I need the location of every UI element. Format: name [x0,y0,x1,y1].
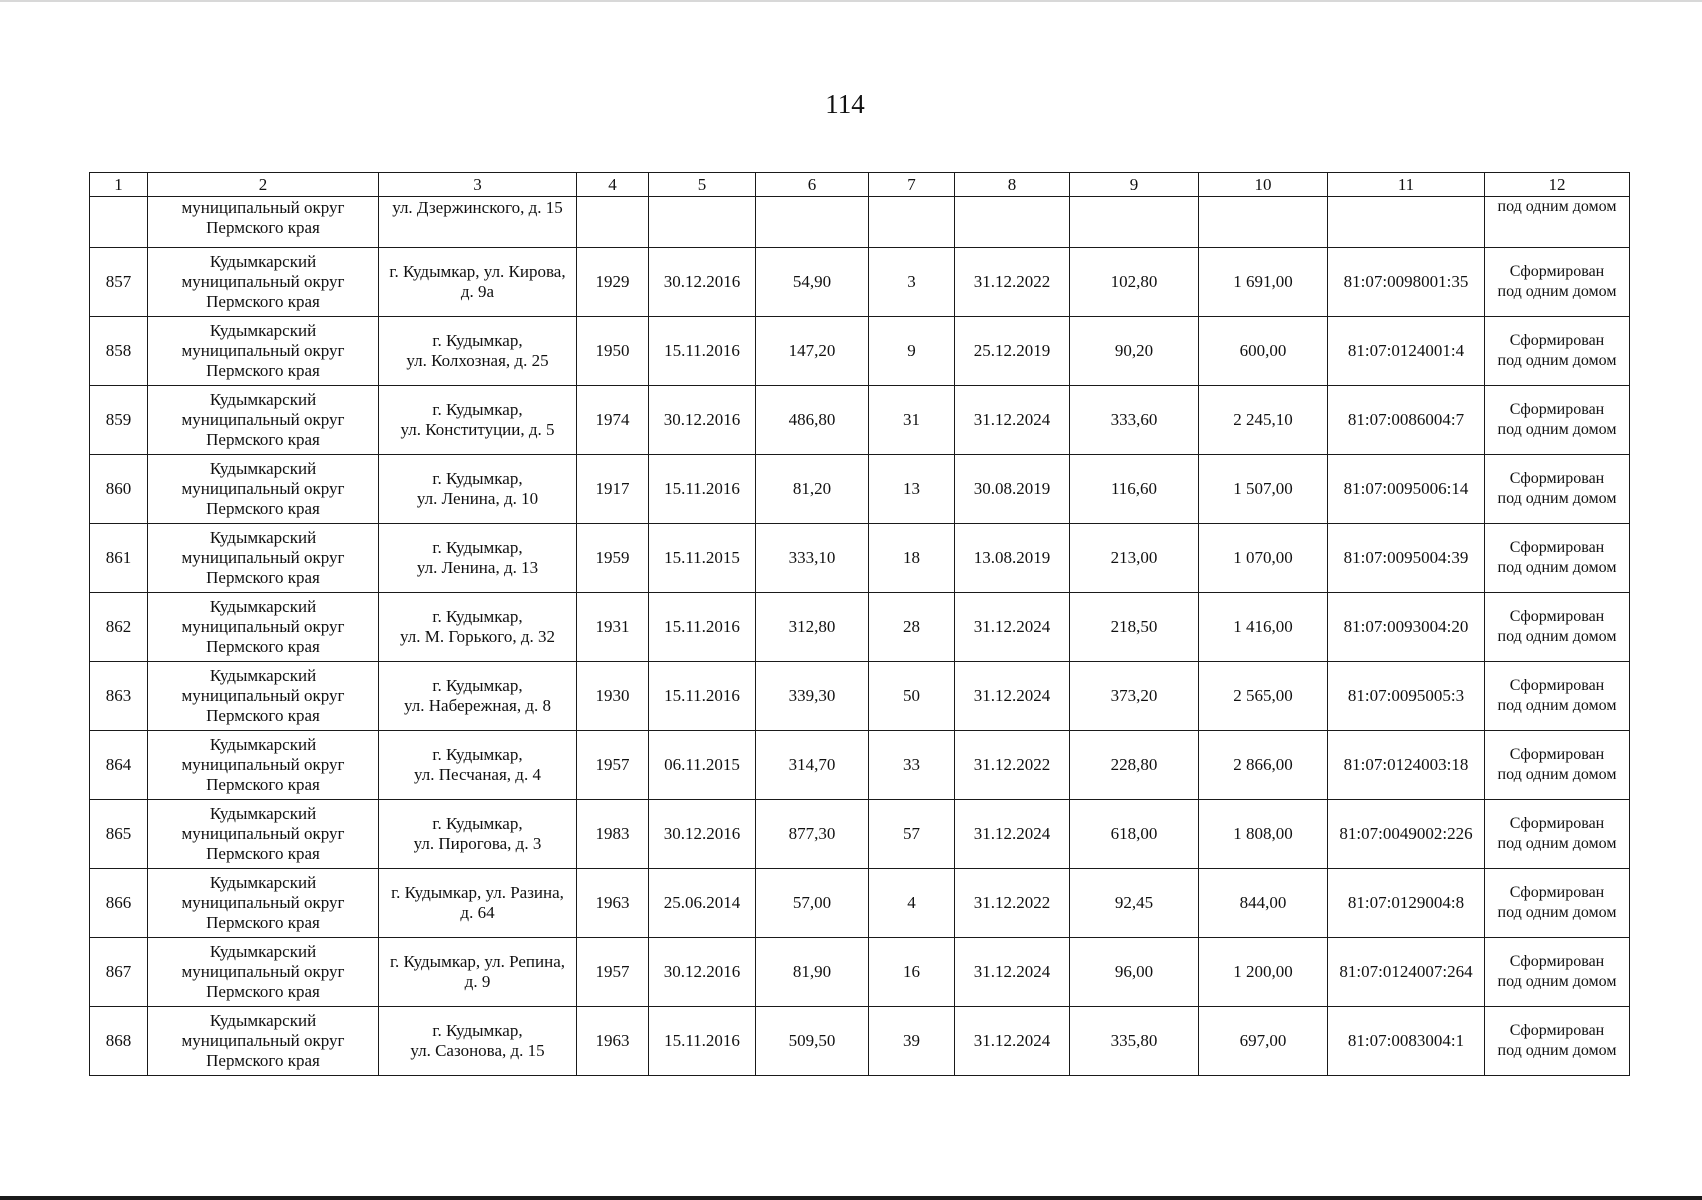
cell-cadastral: 81:07:0124007:264 [1328,938,1485,1007]
cell-status [1485,938,1630,1007]
table-row [90,869,1630,938]
cell-date1: 30.12.2016 [649,386,756,455]
cell-year: 1950 [577,317,649,386]
cell-num: 865 [90,800,148,869]
cell-owner [148,386,379,455]
cell-date2: 13.08.2019 [955,524,1070,593]
status-line: под одним домом [1497,352,1617,369]
cell-area2: 218,50 [1070,593,1199,662]
cell-empty [955,197,1070,248]
cell-cadastral: 81:07:0086004:7 [1328,386,1485,455]
cell-owner [148,524,379,593]
cell-address [379,593,577,662]
cell-count: 28 [869,593,955,662]
address-line: д. 64 [460,903,495,922]
table-row [90,938,1630,1007]
cell-area1: 486,80 [756,386,869,455]
cell-area1: 339,30 [756,662,869,731]
owner-line: Пермского края [206,361,320,380]
cell-year: 1931 [577,593,649,662]
cell-num: 864 [90,731,148,800]
cell-status [1485,248,1630,317]
continuation-row [90,197,1630,248]
cell-year: 1957 [577,938,649,1007]
owner-line: муниципальный округ [181,893,345,912]
cell-area3: 1 507,00 [1199,455,1328,524]
cell-address [379,869,577,938]
table-row [90,386,1630,455]
cell-num [90,197,148,248]
address-line: г. Кудымкар, ул. Кирова, [389,262,566,281]
cell-count: 16 [869,938,955,1007]
cell-owner [148,197,379,248]
cell-area1: 147,20 [756,317,869,386]
cell-address [379,386,577,455]
cell-empty [756,197,869,248]
address-line: г. Кудымкар, [432,814,523,833]
cell-area1: 81,20 [756,455,869,524]
owner-line: Кудымкарский [209,942,317,961]
owner-line: Кудымкарский [209,873,317,892]
table-body [90,173,1630,1076]
cell-area3: 1 808,00 [1199,800,1328,869]
cell-empty [577,197,649,248]
cell-num: 866 [90,869,148,938]
cell-area2: 373,20 [1070,662,1199,731]
cell-count: 50 [869,662,955,731]
owner-line: Кудымкарский [209,252,317,271]
cell-status [1485,869,1630,938]
cell-num: 861 [90,524,148,593]
cell-owner [148,662,379,731]
status-line: Сформирован [1509,815,1605,832]
cell-empty [1328,197,1485,248]
owner-line: Пермского края [206,1051,320,1070]
address-line: г. Кудымкар, [432,676,523,695]
owner-line: Кудымкарский [209,528,317,547]
table-row [90,1007,1630,1076]
cell-cadastral: 81:07:0049002:226 [1328,800,1485,869]
cell-area2: 618,00 [1070,800,1199,869]
cell-date1: 30.12.2016 [649,248,756,317]
column-number-cell: 1 [90,173,148,197]
cell-area1: 509,50 [756,1007,869,1076]
cell-date1: 15.11.2016 [649,662,756,731]
column-number-cell: 9 [1070,173,1199,197]
cell-year: 1963 [577,869,649,938]
table-row [90,455,1630,524]
column-number-cell: 8 [955,173,1070,197]
cell-status [1485,455,1630,524]
status-line: под одним домом [1497,835,1617,852]
cell-area3: 2 866,00 [1199,731,1328,800]
status-line: Сформирован [1509,746,1605,763]
cell-address [379,731,577,800]
cell-address: ул. Дзержинского, д. 15 [379,197,577,248]
column-number-cell: 7 [869,173,955,197]
owner-line: Кудымкарский [209,666,317,685]
cell-count: 39 [869,1007,955,1076]
owner-line: муниципальный округ [181,341,345,360]
cell-date2: 30.08.2019 [955,455,1070,524]
cell-status [1485,800,1630,869]
cell-area2: 228,80 [1070,731,1199,800]
owner-line: Кудымкарский [209,459,317,478]
cell-area3: 2 245,10 [1199,386,1328,455]
cell-area2: 102,80 [1070,248,1199,317]
status-line: под одним домом [1497,628,1617,645]
cell-date2: 31.12.2024 [955,800,1070,869]
cell-area1: 81,90 [756,938,869,1007]
address-line: г. Кудымкар, [432,538,523,557]
cell-address [379,248,577,317]
cell-status [1485,593,1630,662]
cell-cadastral: 81:07:0124001:4 [1328,317,1485,386]
owner-line: муниципальный округ [181,1031,345,1050]
status-line: под одним домом [1497,766,1617,783]
cell-owner [148,317,379,386]
status-line: Сформирован [1509,677,1605,694]
address-line: ул. М. Горького, д. 32 [399,627,556,646]
column-number-row [90,173,1630,197]
address-line: ул. Ленина, д. 13 [416,558,539,577]
register-table [89,172,1630,1076]
owner-line: муниципальный округ [181,479,345,498]
cell-status [1485,386,1630,455]
page-number: 114 [825,89,865,119]
column-number-cell: 6 [756,173,869,197]
status-line: Сформирован [1509,1022,1605,1039]
table-row [90,731,1630,800]
scan-edge-top [0,0,1702,2]
owner-line: муниципальный округ [181,617,345,636]
address-line: ул. Набережная, д. 8 [404,696,551,715]
table-row [90,524,1630,593]
cell-cadastral: 81:07:0095005:3 [1328,662,1485,731]
cell-count: 31 [869,386,955,455]
cell-count: 3 [869,248,955,317]
owner-line: Кудымкарский [209,597,317,616]
owner-line: Пермского края [206,499,320,518]
cell-area1: 877,30 [756,800,869,869]
cell-status [1485,524,1630,593]
owner-line: муниципальный округ [181,198,345,217]
address-line: ул. Конституции, д. 5 [400,420,555,439]
cell-cadastral: 81:07:0124003:18 [1328,731,1485,800]
address-line: г. Кудымкар, [432,1021,523,1040]
cell-date2: 31.12.2022 [955,248,1070,317]
cell-area2: 92,45 [1070,869,1199,938]
cell-date2: 31.12.2022 [955,869,1070,938]
cell-year: 1963 [577,1007,649,1076]
owner-line: муниципальный округ [181,755,345,774]
cell-area2: 116,60 [1070,455,1199,524]
address-line: г. Кудымкар, ул. Разина, [391,883,564,902]
cell-owner [148,938,379,1007]
cell-empty [1199,197,1328,248]
cell-area2: 333,60 [1070,386,1199,455]
status-line: под одним домом [1497,904,1617,921]
cell-date1: 15.11.2016 [649,455,756,524]
address-line: ул. Ленина, д. 10 [416,489,539,508]
cell-area2: 90,20 [1070,317,1199,386]
column-number-cell: 4 [577,173,649,197]
owner-line: Пермского края [206,982,320,1001]
address-line: ул. Сазонова, д. 15 [410,1041,545,1060]
column-number-cell: 10 [1199,173,1328,197]
cell-num: 868 [90,1007,148,1076]
owner-line: Пермского края [206,844,320,863]
cell-area3: 1 691,00 [1199,248,1328,317]
cell-count: 57 [869,800,955,869]
cell-empty [649,197,756,248]
address-line: г. Кудымкар, [432,745,523,764]
cell-date1: 30.12.2016 [649,800,756,869]
status-line: под одним домом [1497,490,1617,507]
cell-cadastral: 81:07:0129004:8 [1328,869,1485,938]
cell-address [379,938,577,1007]
cell-num: 859 [90,386,148,455]
address-line: ул. Пирогова, д. 3 [413,834,542,853]
cell-cadastral: 81:07:0093004:20 [1328,593,1485,662]
status-line: под одним домом [1497,973,1617,990]
cell-year: 1959 [577,524,649,593]
cell-area2: 96,00 [1070,938,1199,1007]
cell-num: 863 [90,662,148,731]
address-line: д. 9а [460,282,495,301]
column-number-cell: 12 [1485,173,1630,197]
address-line: г. Кудымкар, ул. Репина, [389,952,566,971]
cell-area3: 2 565,00 [1199,662,1328,731]
cell-count: 13 [869,455,955,524]
address-line: г. Кудымкар, [432,400,523,419]
status-line: Сформирован [1509,539,1605,556]
owner-line: муниципальный округ [181,824,345,843]
cell-count: 18 [869,524,955,593]
cell-empty [869,197,955,248]
cell-count: 4 [869,869,955,938]
cell-owner [148,731,379,800]
cell-address [379,455,577,524]
address-line: г. Кудымкар, [432,331,523,350]
owner-line: Пермского края [206,218,320,237]
owner-line: Пермского края [206,775,320,794]
cell-status [1485,731,1630,800]
cell-status [1485,317,1630,386]
cell-status: под одним домом [1485,197,1630,248]
cell-area3: 697,00 [1199,1007,1328,1076]
cell-num: 867 [90,938,148,1007]
owner-line: Кудымкарский [209,390,317,409]
column-number-cell: 3 [379,173,577,197]
owner-line: Пермского края [206,913,320,932]
cell-owner [148,869,379,938]
cell-area1: 312,80 [756,593,869,662]
table-row [90,248,1630,317]
status-line: под одним домом [1497,559,1617,576]
cell-num: 860 [90,455,148,524]
address-line: ул. Песчаная, д. 4 [414,765,541,784]
table-row [90,800,1630,869]
cell-date2: 31.12.2024 [955,938,1070,1007]
cell-date2: 31.12.2024 [955,1007,1070,1076]
address-line: д. 9 [464,972,491,991]
owner-line: муниципальный округ [181,962,345,981]
cell-date2: 25.12.2019 [955,317,1070,386]
cell-date1: 15.11.2015 [649,524,756,593]
address-line: ул. Колхозная, д. 25 [406,351,549,370]
address-line: г. Кудымкар, [432,469,523,488]
cell-area3: 600,00 [1199,317,1328,386]
cell-area3: 844,00 [1199,869,1328,938]
column-number-cell: 5 [649,173,756,197]
cell-area2: 335,80 [1070,1007,1199,1076]
column-number-cell: 11 [1328,173,1485,197]
cell-cadastral: 81:07:0098001:35 [1328,248,1485,317]
cell-cadastral: 81:07:0083004:1 [1328,1007,1485,1076]
owner-line: Кудымкарский [209,735,317,754]
cell-count: 33 [869,731,955,800]
address-line: г. Кудымкар, [432,607,523,626]
cell-address [379,800,577,869]
cell-num: 857 [90,248,148,317]
cell-owner [148,800,379,869]
cell-year: 1974 [577,386,649,455]
cell-status [1485,662,1630,731]
cell-year: 1983 [577,800,649,869]
cell-date1: 25.06.2014 [649,869,756,938]
cell-address [379,524,577,593]
cell-empty [1070,197,1199,248]
cell-cadastral: 81:07:0095004:39 [1328,524,1485,593]
cell-year: 1929 [577,248,649,317]
status-line: под одним домом [1497,1042,1617,1059]
cell-area1: 54,90 [756,248,869,317]
owner-line: Кудымкарский [209,321,317,340]
cell-area1: 314,70 [756,731,869,800]
cell-owner [148,1007,379,1076]
cell-num: 862 [90,593,148,662]
cell-date2: 31.12.2022 [955,731,1070,800]
cell-year: 1930 [577,662,649,731]
status-line: Сформирован [1509,608,1605,625]
status-line: Сформирован [1509,470,1605,487]
cell-area1: 333,10 [756,524,869,593]
table-row [90,662,1630,731]
owner-line: Пермского края [206,568,320,587]
owner-line: муниципальный округ [181,548,345,567]
cell-owner [148,248,379,317]
cell-area3: 1 070,00 [1199,524,1328,593]
owner-line: Пермского края [206,430,320,449]
owner-line: муниципальный округ [181,686,345,705]
column-number-cell: 2 [148,173,379,197]
cell-owner [148,455,379,524]
table-row [90,317,1630,386]
cell-count: 9 [869,317,955,386]
status-line: Сформирован [1509,401,1605,418]
cell-date1: 15.11.2016 [649,1007,756,1076]
cell-owner [148,593,379,662]
status-line: Сформирован [1509,884,1605,901]
owner-line: Кудымкарский [209,1011,317,1030]
cell-date2: 31.12.2024 [955,593,1070,662]
cell-cadastral: 81:07:0095006:14 [1328,455,1485,524]
status-line: под одним домом [1497,697,1617,714]
owner-line: Пермского края [206,706,320,725]
cell-year: 1957 [577,731,649,800]
cell-date2: 31.12.2024 [955,386,1070,455]
cell-status [1485,1007,1630,1076]
scan-edge-bottom [0,1196,1702,1200]
status-line: под одним домом [1497,421,1617,438]
owner-line: Пермского края [206,637,320,656]
owner-line: Пермского края [206,292,320,311]
cell-address [379,317,577,386]
cell-date1: 15.11.2016 [649,593,756,662]
cell-year: 1917 [577,455,649,524]
cell-address [379,662,577,731]
status-line: Сформирован [1509,263,1605,280]
cell-area2: 213,00 [1070,524,1199,593]
cell-address [379,1007,577,1076]
status-line: Сформирован [1509,953,1605,970]
cell-date1: 06.11.2015 [649,731,756,800]
cell-area3: 1 200,00 [1199,938,1328,1007]
cell-date2: 31.12.2024 [955,662,1070,731]
cell-date1: 15.11.2016 [649,317,756,386]
owner-line: муниципальный округ [181,410,345,429]
cell-date1: 30.12.2016 [649,938,756,1007]
cell-num: 858 [90,317,148,386]
status-line: Сформирован [1509,332,1605,349]
table-row [90,593,1630,662]
owner-line: муниципальный округ [181,272,345,291]
cell-area3: 1 416,00 [1199,593,1328,662]
status-line: под одним домом [1497,283,1617,300]
cell-area1: 57,00 [756,869,869,938]
owner-line: Кудымкарский [209,804,317,823]
